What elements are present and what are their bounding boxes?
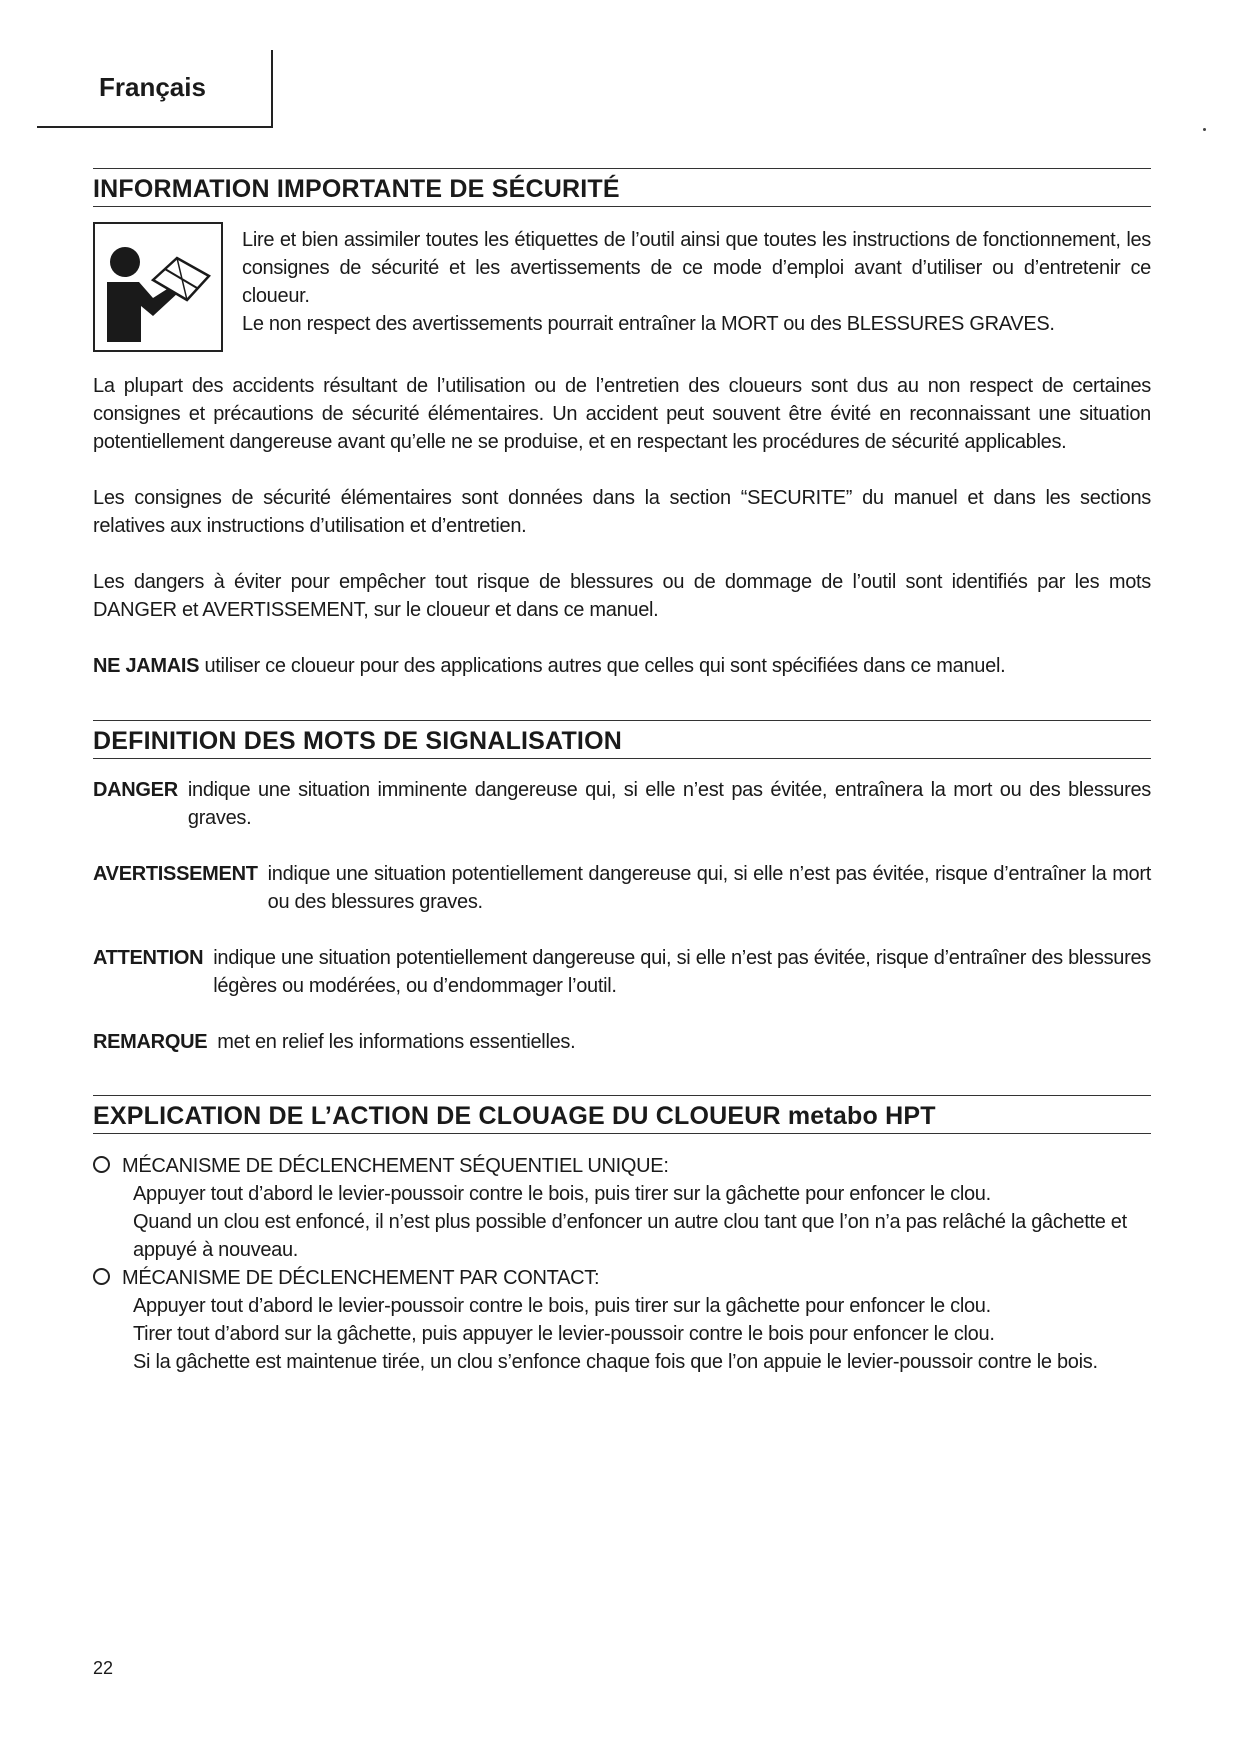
definition-term: REMARQUE — [93, 1031, 208, 1053]
section-title-safety: INFORMATION IMPORTANTE DE SÉCURITÉ — [93, 168, 1151, 207]
mechanism-line: Si la gâchette est maintenue tirée, un clou s’enfonce chaque fois que l’on appuie le levier-poussoir contre le bois. — [133, 1351, 1098, 1373]
never-bold: NE JAMAIS — [93, 655, 200, 677]
notice-line: Lire et bien assimiler toutes les étiquettes de l’outil ainsi que toutes les instructions de fonctionnement, les consignes de sécurité et les avertissements de ce mode d’emploi avant d’utiliser ou d’entretenir ce cloueur. — [242, 229, 1151, 307]
mechanism-line: Quand un clou est enfoncé, il n’est plus possible d’enfoncer un autre clou tant que l’on n’a pas relâché la gâchette et appuyé à nouveau. — [133, 1211, 1127, 1261]
definition-danger — [93, 776, 1151, 832]
definition-text: indique une situation potentiellement dangereuse qui, si elle n’est pas évitée, risque d’entraîner la mort ou des blessures graves. — [267, 863, 1151, 913]
definition-term: AVERTISSEMENT — [93, 863, 258, 885]
definition-term: ATTENTION — [93, 947, 204, 969]
mechanism-contact — [93, 1264, 1151, 1376]
never-text: utiliser ce cloueur pour des applications autres que celles qui sont spécifiées dans ce manuel. — [199, 655, 1006, 677]
definition-text: indique une situation imminente dangereuse qui, si elle n’est pas évitée, entraînera la mort ou des blessures graves. — [187, 779, 1151, 829]
definition-text: met en relief les informations essentielles. — [217, 1031, 576, 1053]
never-paragraph — [93, 652, 1151, 680]
notice-line: Le non respect des avertissements pourrait entraîner la MORT ou des BLESSURES GRAVES. — [242, 313, 1055, 335]
read-manual-icon — [93, 222, 223, 352]
notice-text — [242, 226, 1151, 338]
mechanism-heading: MÉCANISME DE DÉCLENCHEMENT PAR CONTACT: — [122, 1267, 600, 1289]
definition-warning — [93, 860, 1151, 916]
definition-caution — [93, 944, 1151, 1000]
language-tab — [37, 50, 273, 128]
mechanism-heading: MÉCANISME DE DÉCLENCHEMENT SÉQUENTIEL UNIQUE: — [122, 1155, 669, 1177]
paragraph: Les dangers à éviter pour empêcher tout risque de blessures ou de dommage de l’outil sont identifiés par les mots DANGER et AVERTISSEMENT, sur le cloueur et dans ce manuel. — [93, 571, 1151, 621]
mechanism-line: Tirer tout d’abord sur la gâchette, puis appuyer le levier-poussoir contre le bois pour enfoncer le clou. — [133, 1323, 995, 1345]
page-number: 22 — [93, 1658, 114, 1678]
language-label: Français — [99, 72, 206, 102]
paragraph: La plupart des accidents résultant de l’utilisation ou de l’entretien des cloueurs sont dus au non respect de certaines consignes et précautions de sécurité élémentaires. Un accident peut souvent être évité en reconnaissant une situation potentiellement dangereuse avant qu’elle ne se produise, et en respectant les procédures de sécurité applicables. — [93, 375, 1151, 453]
paragraph: Les consignes de sécurité élémentaires sont données dans la section “SECURITE” du manuel et dans les sections relatives aux instructions d’utilisation et d’entretien. — [93, 487, 1151, 537]
mechanism-line: Appuyer tout d’abord le levier-poussoir contre le bois, puis tirer sur la gâchette pour enfoncer le clou. — [133, 1295, 991, 1317]
scan-dot — [1203, 128, 1206, 131]
definition-text: indique une situation potentiellement dangereuse qui, si elle n’est pas évitée, risque d’entraîner des blessures légères ou modérées, ou d’endommager l’outil. — [213, 947, 1151, 997]
definition-note — [93, 1028, 1151, 1056]
mechanism-sequential — [93, 1152, 1151, 1264]
section-title-nailing-action: EXPLICATION DE L’ACTION DE CLOUAGE DU CLOUEUR metabo HPT — [93, 1095, 1151, 1134]
bullet-circle-icon — [93, 1156, 110, 1173]
bullet-circle-icon — [93, 1268, 110, 1285]
definition-term: DANGER — [93, 779, 178, 801]
section-title-signal-words: DEFINITION DES MOTS DE SIGNALISATION — [93, 720, 1151, 759]
mechanism-line: Appuyer tout d’abord le levier-poussoir contre le bois, puis tirer sur la gâchette pour enfoncer le clou. — [133, 1183, 991, 1205]
